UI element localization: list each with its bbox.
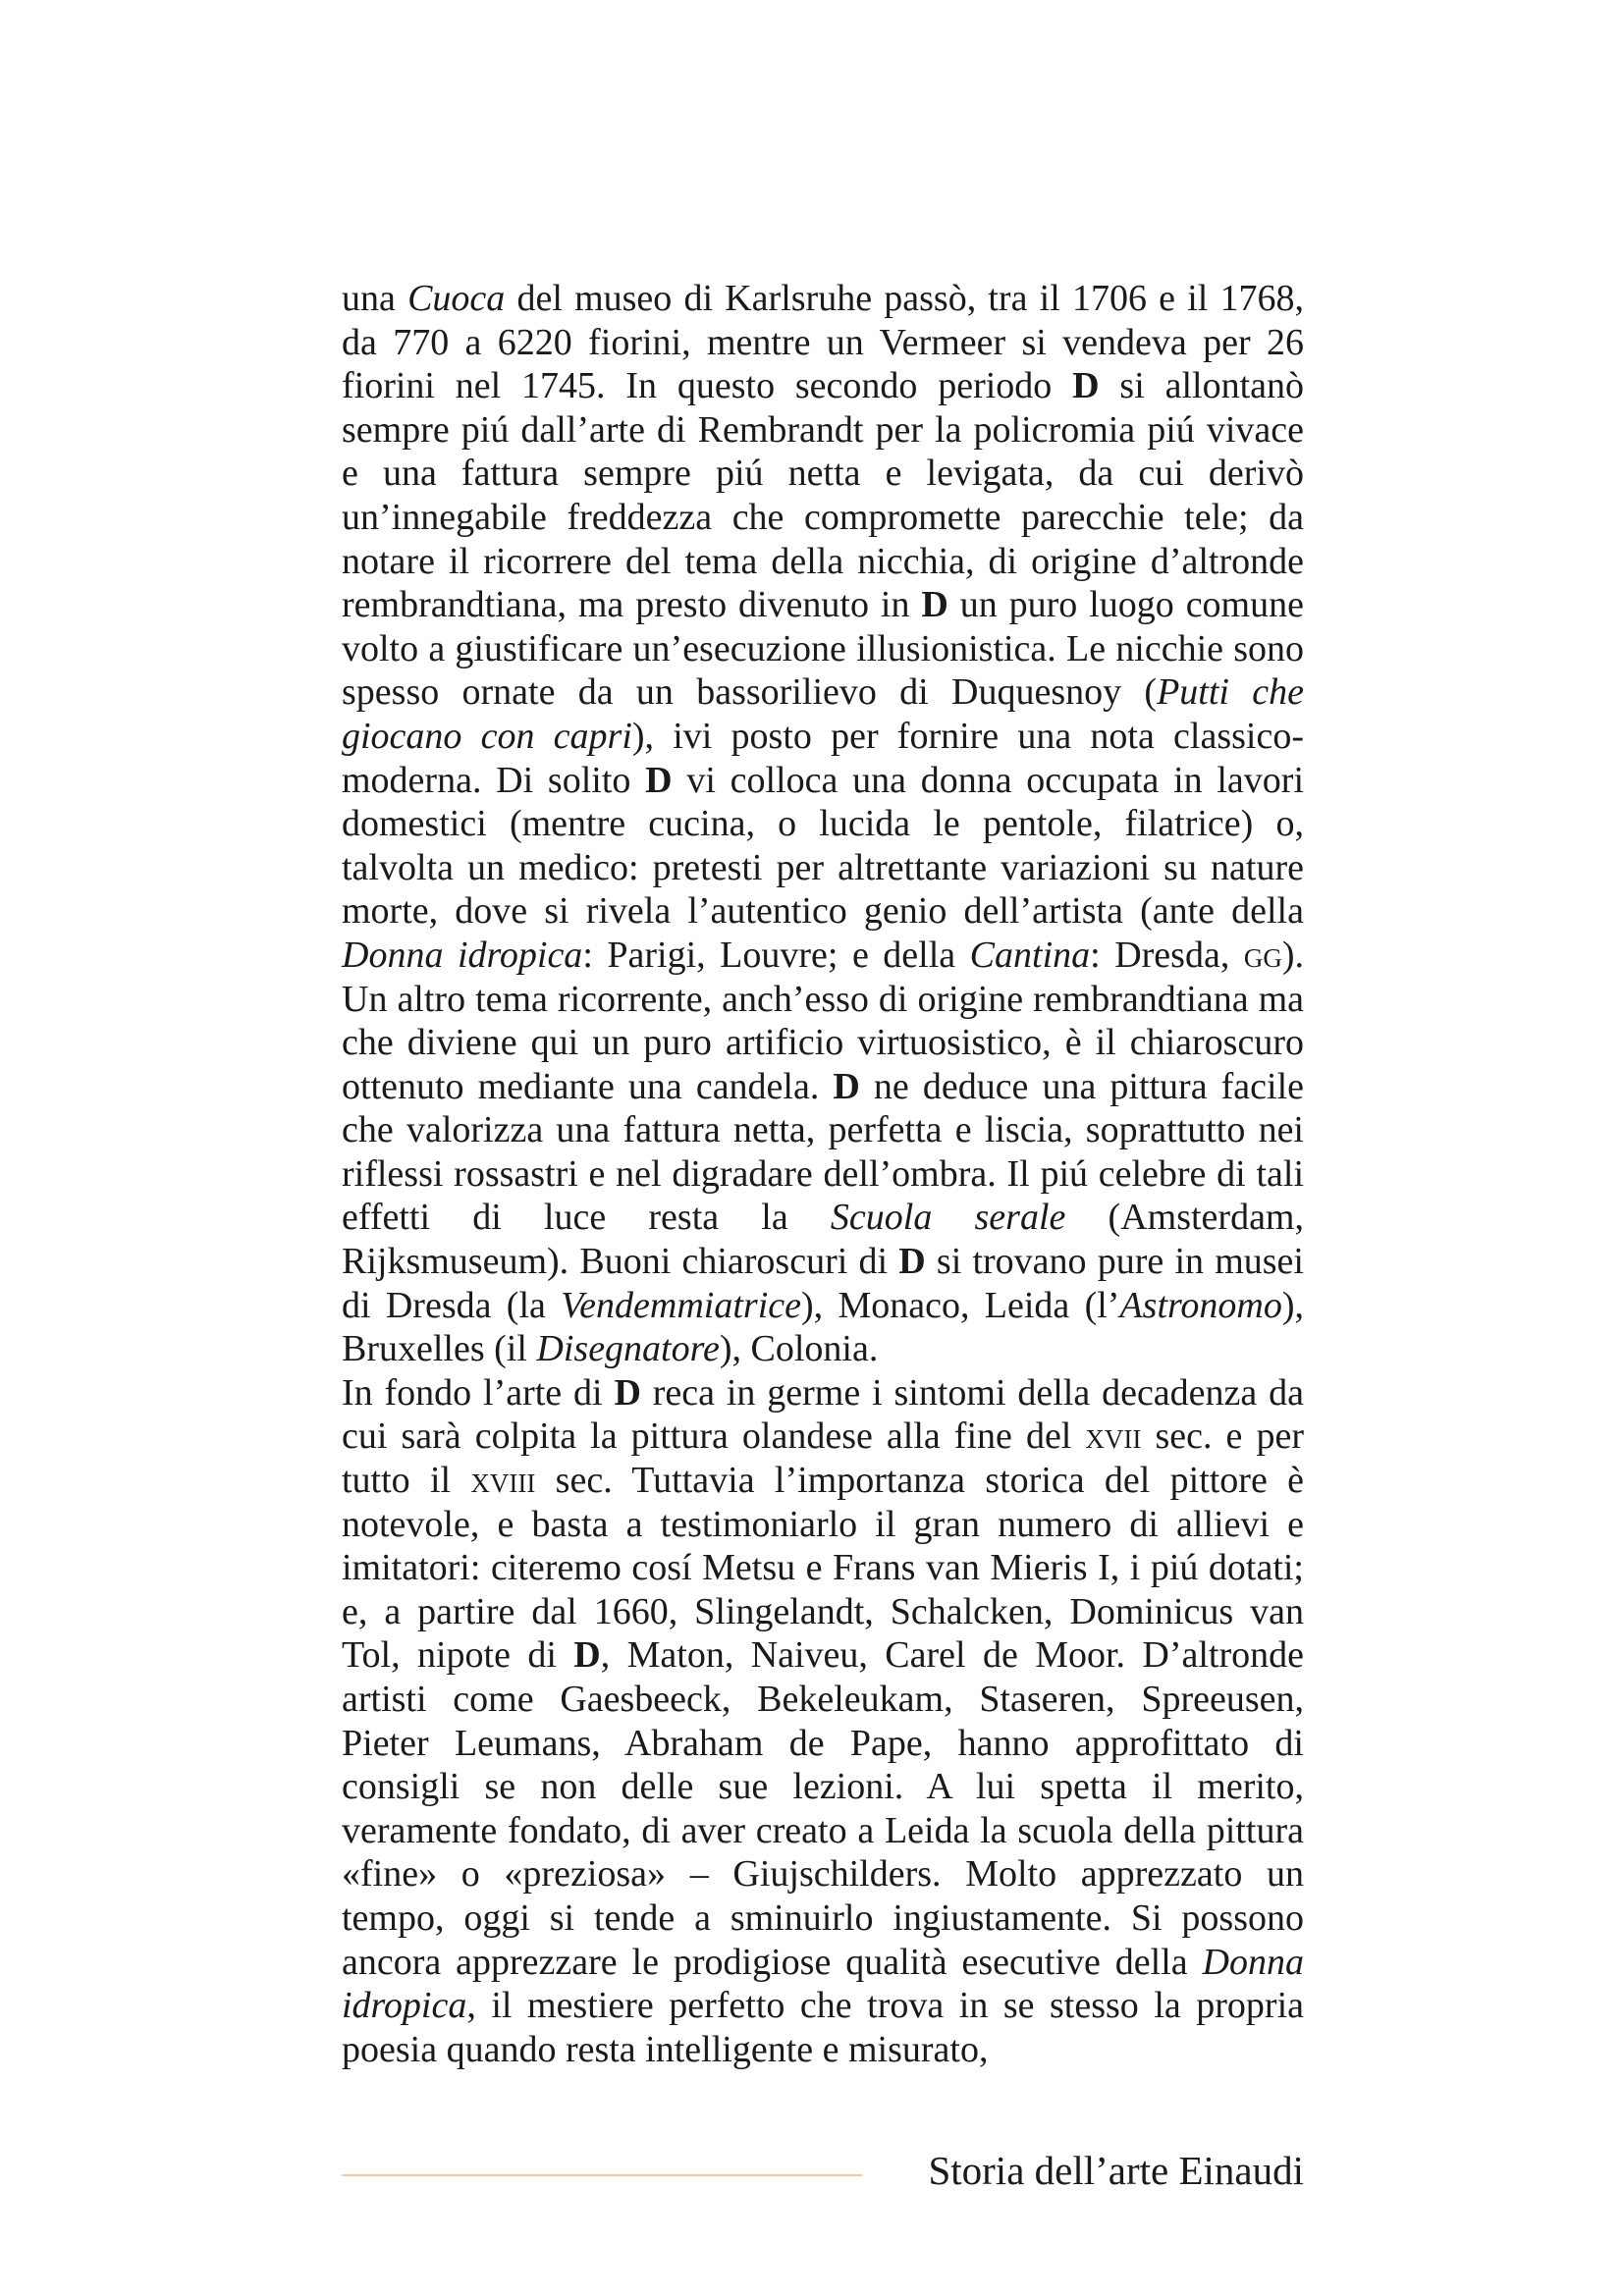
text-run: In fondo l’arte di bbox=[342, 1371, 615, 1414]
text-run: sec. e per tutto il bbox=[342, 1415, 1304, 1502]
italic-title: Donna idropica bbox=[342, 1941, 1304, 2027]
footer-rule bbox=[342, 2174, 862, 2176]
text-run: ne deduce una pittura facile che valorizza una fattura netta, perfetta e liscia, soprattutto nei riflessi rossastri e nel digradare dell’ombra. Il piú celebre di tali effetti di luce resta la bbox=[342, 1065, 1304, 1239]
text-run: sec. Tuttavia l’importanza storica del pittore è notevole, e basta a testimoniarlo il gran numero di allievi e imitatori: citeremo cosí Metsu e Frans van Mieris I, i piú dotati; e, a partire dal 1660, Slingelandt, Schalcken, Dominicus van Tol, nipote di bbox=[342, 1460, 1304, 1677]
italic-title: Donna idropica bbox=[342, 934, 583, 976]
small-caps-run: xvii bbox=[1085, 1415, 1142, 1458]
text-run: : Dresda, bbox=[1090, 934, 1244, 976]
text-run: , Maton, Naiveu, Carel de Moor. D’altronde artisti come Gaesbeeck, Bekeleukam, Staseren, Spreeusen, Pieter Leumans, Abraham de Pape, hanno approfittato di consigli se non delle sue lezioni. A lui spetta il merito, veramente fondato, di aver creato a Leida la scuola della pittura «fine» o «preziosa» – Giujschilders. Molto apprezzato un tempo, oggi si tende a sminuirlo ingiustamente. Si possono ancora apprezzare le prodigiose qualità esecutive della bbox=[342, 1634, 1305, 1983]
bold-abbrev: D bbox=[921, 584, 948, 626]
text-run: ). Un altro tema ricorrente, anch’esso di origine rembrandtiana ma che diviene qui un puro artificio virtuosistico, è il chiaroscuro ottenuto mediante una candela. bbox=[342, 934, 1304, 1107]
bold-abbrev: D bbox=[1072, 365, 1100, 407]
bold-abbrev: D bbox=[573, 1634, 601, 1677]
small-caps-run: gg bbox=[1243, 934, 1282, 976]
paragraph-1 bbox=[342, 277, 1304, 1371]
text-run: ), Bruxelles (il bbox=[342, 1284, 1304, 1370]
italic-title: Astronomo bbox=[1119, 1284, 1282, 1326]
text-run: ), Colonia. bbox=[719, 1328, 879, 1370]
page-body-text bbox=[342, 277, 1304, 2071]
italic-title: Scuola serale bbox=[830, 1197, 1066, 1239]
text-run: : Parigi, Louvre; e della bbox=[582, 934, 970, 976]
italic-title: Disegnatore bbox=[536, 1328, 720, 1370]
italic-title: Vendemmiatrice bbox=[561, 1284, 801, 1326]
text-run: (Amsterdam, Rijksmuseum). Buoni chiaroscuri di bbox=[342, 1197, 1304, 1283]
bold-abbrev: D bbox=[898, 1241, 926, 1283]
bold-abbrev: D bbox=[645, 759, 673, 801]
text-run: del museo di Karlsruhe passò, tra il 1706 e il 1768, da 770 a 6220 fiorini, mentre un Vermeer si vendeva per 26 fiorini nel 1745. In questo secondo periodo bbox=[342, 278, 1304, 407]
text-run: si allontanò sempre piú dall’arte di Rembrandt per la policromia piú vivace e una fattura sempre piú netta e levigata, da cui derivò un’innegabile freddezza che compromette parecchie tele; da notare il ricorrere del tema della nicchia, di origine d’altronde rembrandtiana, ma presto divenuto in bbox=[342, 365, 1304, 626]
footer-title: Storia dell’arte Einaudi bbox=[928, 2148, 1304, 2193]
text-run: ), Monaco, Leida (l’ bbox=[800, 1284, 1120, 1326]
text-run: reca in germe i sintomi della decadenza da cui sarà colpita la pittura olandese alla fine del bbox=[342, 1371, 1304, 1458]
italic-title: Cuoca bbox=[407, 278, 506, 319]
text-run: un puro luogo comune volto a giustificare un’esecuzione illusionistica. Le nicchie sono spesso ornate da un bassorilievo di Duquesnoy ( bbox=[342, 584, 1304, 714]
text-run: ), ivi posto per fornire una nota classico-moderna. Di solito bbox=[342, 715, 1304, 801]
small-caps-run: xviii bbox=[470, 1460, 536, 1502]
italic-title: Putti che giocano con capri bbox=[342, 671, 1304, 757]
bold-abbrev: D bbox=[614, 1371, 641, 1414]
paragraph-2 bbox=[342, 1371, 1304, 2072]
bold-abbrev: D bbox=[833, 1065, 860, 1107]
text-run: , il mestiere perfetto che trova in se stesso la propria poesia quando resta intelligente e misurato, bbox=[342, 1985, 1304, 2070]
text-run: una bbox=[342, 278, 408, 319]
text-run: vi colloca una donna occupata in lavori domestici (mentre cucina, o lucida le pentole, filatrice) o, talvolta un medico: pretesti per altrettante variazioni su nature morte, dove si rivela l’autentico genio dell’artista (ante della bbox=[342, 759, 1304, 933]
italic-title: Cantina bbox=[969, 934, 1091, 976]
text-run: si trovano pure in musei di Dresda (la bbox=[342, 1241, 1304, 1326]
